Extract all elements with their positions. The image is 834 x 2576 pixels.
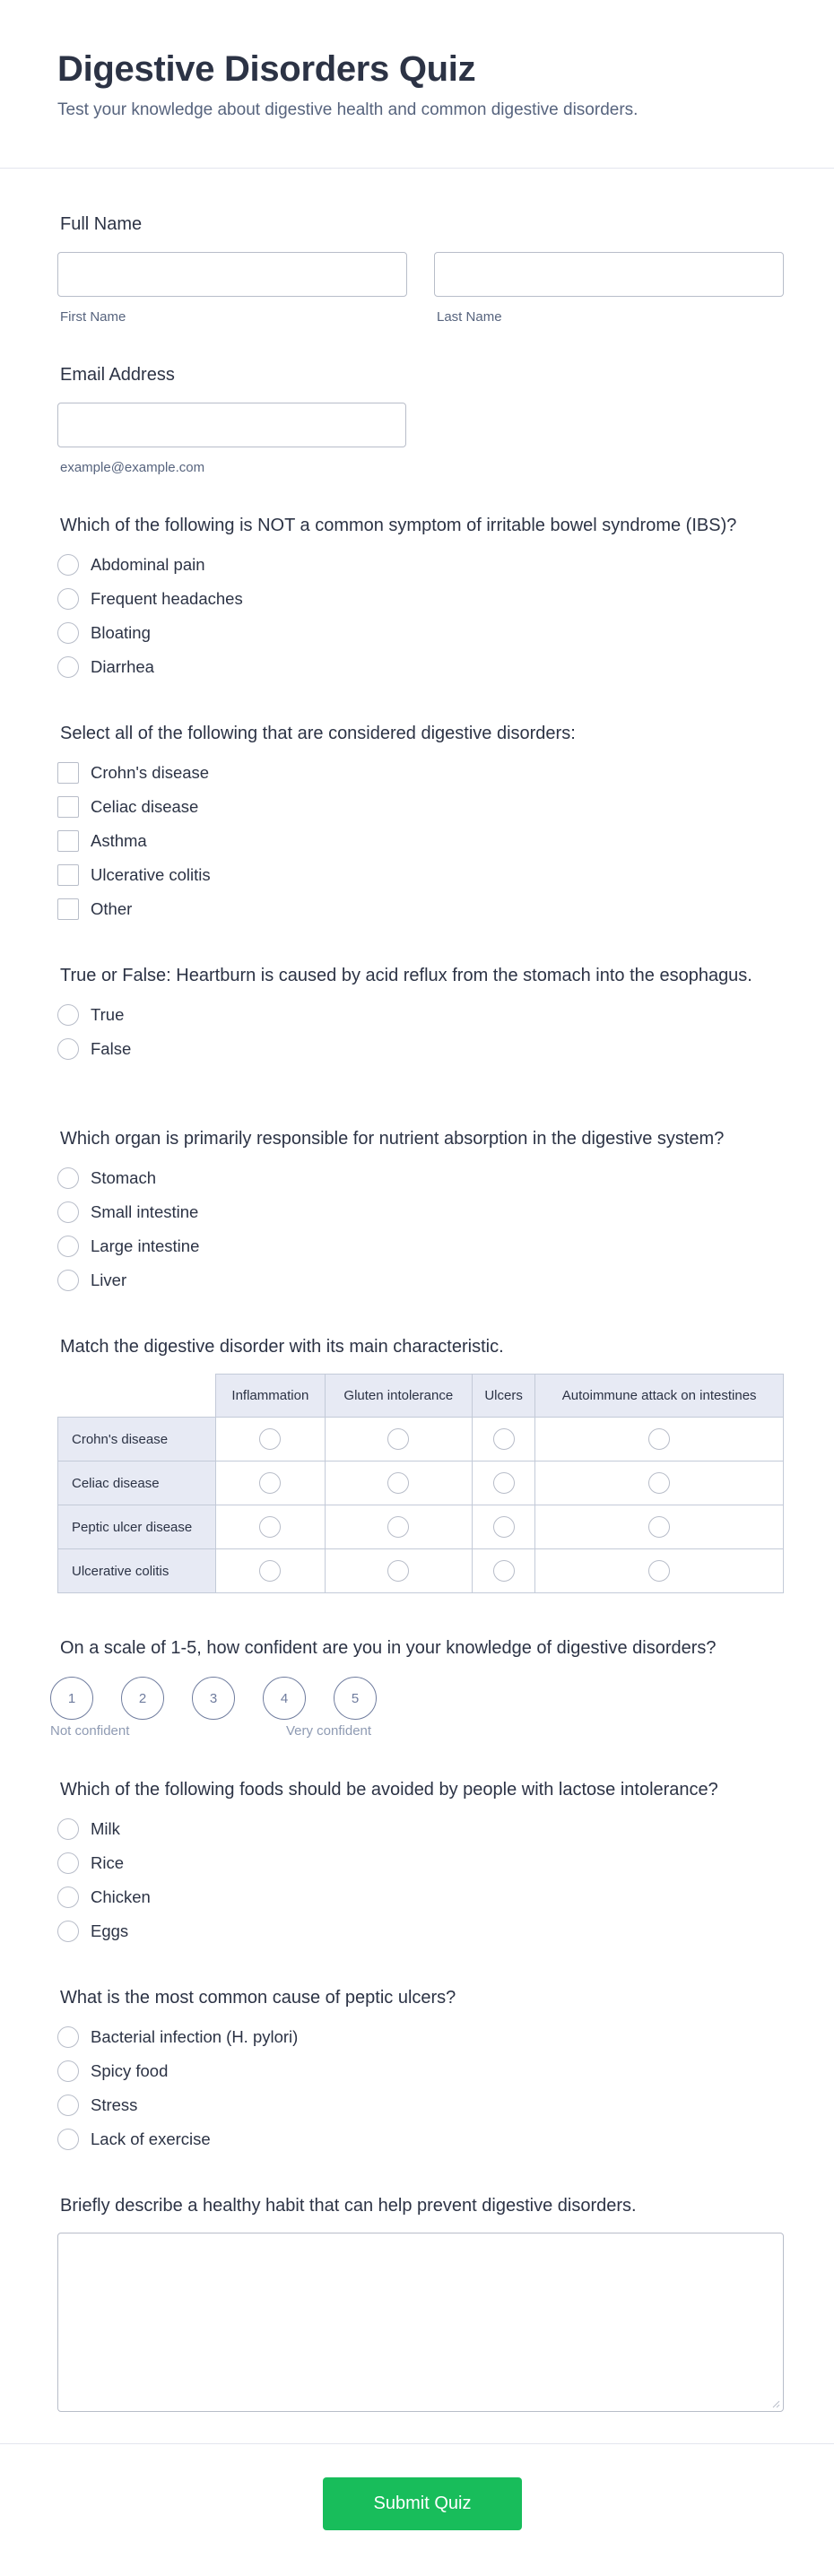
radio-button[interactable] [57, 2095, 79, 2116]
lactose-option[interactable] [57, 1914, 784, 1948]
full-name-section [57, 213, 784, 325]
radio-button[interactable] [57, 1201, 79, 1223]
radio-button[interactable] [57, 2060, 79, 2082]
heartburn-option[interactable] [57, 998, 784, 1032]
radio-button[interactable] [57, 554, 79, 576]
checkbox[interactable] [57, 898, 79, 920]
ibs-question-label: Which of the following is NOT a common symptom of irritable bowel syndrome (IBS)? [60, 516, 737, 535]
matrix-row [58, 1505, 784, 1549]
scale-option[interactable]: 5 [334, 1677, 377, 1720]
matrix-radio[interactable] [493, 1560, 515, 1582]
matrix-radio[interactable] [387, 1428, 409, 1450]
checkbox[interactable] [57, 830, 79, 852]
matrix-row [58, 1461, 784, 1505]
matrix-row [58, 1418, 784, 1461]
habit-question-label: Briefly describe a healthy habit that can help prevent digestive disorders. [60, 2196, 637, 2216]
organ-option[interactable] [57, 1229, 784, 1263]
ibs-option[interactable] [57, 582, 784, 616]
submit-button[interactable]: Submit Quiz [323, 2477, 522, 2530]
disorders-question-label: Select all of the following that are considered digestive disorders: [60, 724, 576, 743]
scale-option[interactable]: 3 [192, 1677, 235, 1720]
form-title: Digestive Disorders Quiz [57, 49, 476, 89]
disorders-option[interactable] [57, 824, 784, 858]
ulcer-question [57, 1987, 784, 2156]
ibs-question [57, 515, 784, 684]
matrix-radio[interactable] [493, 1472, 515, 1494]
last-name-sublabel: Last Name [437, 309, 502, 325]
scale-option[interactable]: 1 [50, 1677, 93, 1720]
form-header [0, 0, 834, 169]
matrix-radio[interactable] [648, 1428, 670, 1450]
ibs-option[interactable] [57, 650, 784, 684]
matrix-radio[interactable] [648, 1516, 670, 1538]
option-label: Celiac disease [91, 797, 199, 816]
radio-button[interactable] [57, 1038, 79, 1060]
radio-button[interactable] [57, 2026, 79, 2048]
checkbox[interactable] [57, 864, 79, 886]
option-label: Bacterial infection (H. pylori) [91, 2027, 299, 2046]
matrix-row-header: Ulcerative colitis [58, 1549, 216, 1593]
matrix-question [57, 1336, 784, 1593]
ulcer-option[interactable] [57, 2122, 784, 2156]
option-label: Diarrhea [91, 657, 154, 676]
organ-question [57, 1128, 784, 1297]
organ-question-label: Which organ is primarily responsible for nutrient absorption in the digestive system? [60, 1129, 725, 1149]
radio-button[interactable] [57, 1167, 79, 1189]
last-name-input[interactable] [434, 252, 784, 297]
scale-rating [50, 1677, 784, 1720]
lactose-option[interactable] [57, 1846, 784, 1880]
option-label: Bloating [91, 623, 151, 642]
habit-textarea[interactable] [57, 2233, 784, 2412]
option-label: Large intestine [91, 1236, 200, 1255]
radio-button[interactable] [57, 1886, 79, 1908]
organ-option[interactable] [57, 1263, 784, 1297]
matrix-column-header: Autoimmune attack on intestines [535, 1375, 784, 1418]
matrix-row [58, 1549, 784, 1593]
option-label: Stress [91, 2095, 138, 2114]
email-input[interactable] [57, 403, 406, 447]
option-label: Lack of exercise [91, 2129, 211, 2148]
disorders-option[interactable] [57, 790, 784, 824]
matrix-column-header: Gluten intolerance [325, 1375, 472, 1418]
full-name-label: Full Name [60, 214, 143, 234]
ulcer-option[interactable] [57, 2054, 784, 2088]
scale-high-label: Very confident [286, 1723, 372, 1739]
email-label: Email Address [60, 365, 175, 385]
option-label: Chicken [91, 1887, 151, 1906]
option-label: False [91, 1039, 132, 1058]
heartburn-question-label: True or False: Heartburn is caused by acid reflux from the stomach into the esophagus. [60, 966, 752, 985]
ibs-option[interactable] [57, 548, 784, 582]
heartburn-question [57, 965, 784, 1066]
matrix-column-header: Ulcers [472, 1375, 534, 1418]
matrix-radio[interactable] [259, 1472, 281, 1494]
option-label: Crohn's disease [91, 763, 210, 782]
lactose-question-label: Which of the following foods should be avoided by people with lactose intolerance? [60, 1780, 718, 1800]
radio-button[interactable] [57, 1004, 79, 1026]
option-label: Ulcerative colitis [91, 865, 211, 884]
matrix-question-label: Match the digestive disorder with its main characteristic. [60, 1337, 504, 1357]
radio-button[interactable] [57, 1921, 79, 1942]
matrix-corner [58, 1375, 216, 1418]
matrix-row-header: Crohn's disease [58, 1418, 216, 1461]
radio-button[interactable] [57, 1852, 79, 1874]
scale-option[interactable]: 2 [121, 1677, 164, 1720]
scale-option[interactable]: 4 [263, 1677, 306, 1720]
first-name-input[interactable] [57, 252, 407, 297]
option-label: Spicy food [91, 2061, 169, 2080]
heartburn-option[interactable] [57, 1032, 784, 1066]
ulcer-option[interactable] [57, 2020, 784, 2054]
radio-button[interactable] [57, 1818, 79, 1840]
matrix-radio[interactable] [259, 1428, 281, 1450]
email-sublabel: example@example.com [60, 460, 205, 475]
option-label: Asthma [91, 831, 147, 850]
resize-handle-icon[interactable] [772, 2400, 780, 2408]
option-label: True [91, 1005, 125, 1024]
scale-low-label: Not confident [50, 1723, 130, 1739]
checkbox[interactable] [57, 762, 79, 784]
matrix-radio[interactable] [493, 1428, 515, 1450]
matrix-row-header: Peptic ulcer disease [58, 1505, 216, 1549]
matrix-radio[interactable] [387, 1560, 409, 1582]
matrix-radio[interactable] [387, 1516, 409, 1538]
option-label: Liver [91, 1271, 127, 1289]
option-label: Small intestine [91, 1202, 199, 1221]
email-section [57, 364, 784, 475]
matrix-radio[interactable] [648, 1560, 670, 1582]
checkbox[interactable] [57, 796, 79, 818]
form-subtitle: Test your knowledge about digestive health and common digestive disorders. [57, 100, 639, 119]
option-label: Other [91, 899, 133, 918]
radio-button[interactable] [57, 622, 79, 644]
radio-button[interactable] [57, 1270, 79, 1291]
organ-option[interactable] [57, 1161, 784, 1195]
option-label: Stomach [91, 1168, 157, 1187]
disorders-option[interactable] [57, 858, 784, 892]
lactose-option[interactable] [57, 1880, 784, 1914]
matrix-column-header: Inflammation [216, 1375, 326, 1418]
radio-button[interactable] [57, 1236, 79, 1257]
organ-option[interactable] [57, 1195, 784, 1229]
matrix-radio[interactable] [648, 1472, 670, 1494]
radio-button[interactable] [57, 656, 79, 678]
scale-question-label: On a scale of 1-5, how confident are you in your knowledge of digestive disorders? [60, 1638, 717, 1658]
form-footer [0, 2443, 834, 2576]
option-label: Eggs [91, 1921, 129, 1940]
disorders-option[interactable] [57, 756, 784, 790]
disorders-question [57, 723, 784, 926]
option-label: Rice [91, 1853, 125, 1872]
matrix-radio[interactable] [259, 1516, 281, 1538]
option-label: Milk [91, 1819, 120, 1838]
matrix-row-header: Celiac disease [58, 1461, 216, 1505]
ibs-option[interactable] [57, 616, 784, 650]
matrix-radio[interactable] [493, 1516, 515, 1538]
matrix-radio[interactable] [259, 1560, 281, 1582]
option-label: Abdominal pain [91, 555, 205, 574]
option-label: Frequent headaches [91, 589, 243, 608]
lactose-question [57, 1779, 784, 1948]
ulcer-question-label: What is the most common cause of peptic ulcers? [60, 1988, 456, 2008]
matrix-radio[interactable] [387, 1472, 409, 1494]
matrix-table [57, 1374, 784, 1593]
radio-button[interactable] [57, 2129, 79, 2150]
lactose-option[interactable] [57, 1812, 784, 1846]
scale-question [50, 1637, 784, 1741]
radio-button[interactable] [57, 588, 79, 610]
habit-question [57, 2195, 784, 2412]
disorders-option[interactable] [57, 892, 784, 926]
ulcer-option[interactable] [57, 2088, 784, 2122]
first-name-sublabel: First Name [60, 309, 126, 325]
